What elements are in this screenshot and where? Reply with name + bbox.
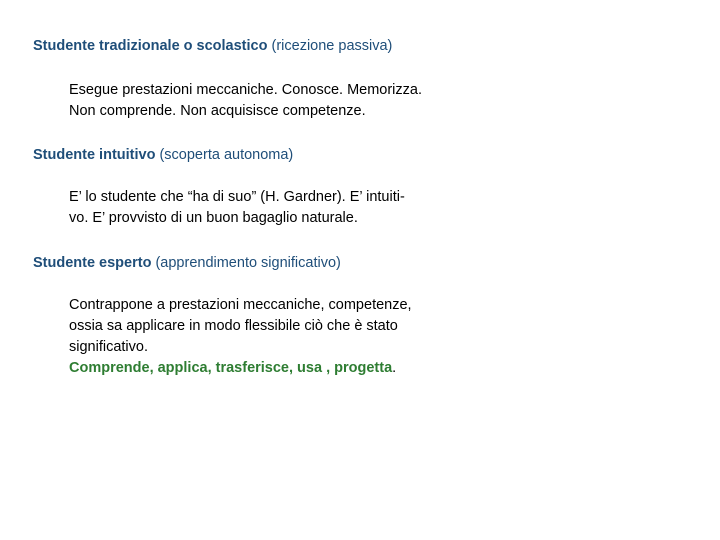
highlight-end: .	[392, 360, 397, 376]
section-body-expert	[69, 295, 469, 379]
section-subtitle: (ricezione passiva)	[271, 38, 393, 54]
section-body-traditional	[69, 80, 469, 122]
body-line: Non comprende. Non acquisisce competenze.	[69, 103, 366, 119]
section-heading-intuitive	[33, 146, 293, 164]
body-line: Contrappone a prestazioni meccaniche, competenze,	[69, 297, 412, 313]
section-body-intuitive	[69, 187, 469, 229]
section-title: Studente intuitivo	[33, 147, 156, 163]
section-title: Studente tradizionale o scolastico	[33, 38, 268, 54]
body-line: Esegue prestazioni meccaniche. Conosce. Memorizza.	[69, 82, 422, 98]
section-subtitle: (apprendimento significativo)	[155, 255, 341, 271]
section-heading-expert	[33, 254, 341, 272]
body-line: ossia sa applicare in modo flessibile ciò che è stato	[69, 318, 398, 334]
section-title: Studente esperto	[33, 255, 152, 271]
section-heading-traditional	[33, 37, 392, 55]
highlight-line	[69, 358, 469, 379]
section-subtitle: (scoperta autonoma)	[159, 147, 294, 163]
body-line: E’ lo studente che “ha di suo” (H. Gardner). E’ intuiti-	[69, 189, 405, 205]
body-line: vo. E’ provvisto di un buon bagaglio naturale.	[69, 210, 358, 226]
highlight-text: Comprende, applica, trasferisce, usa , progetta	[69, 360, 393, 376]
body-line: significativo.	[69, 339, 148, 355]
